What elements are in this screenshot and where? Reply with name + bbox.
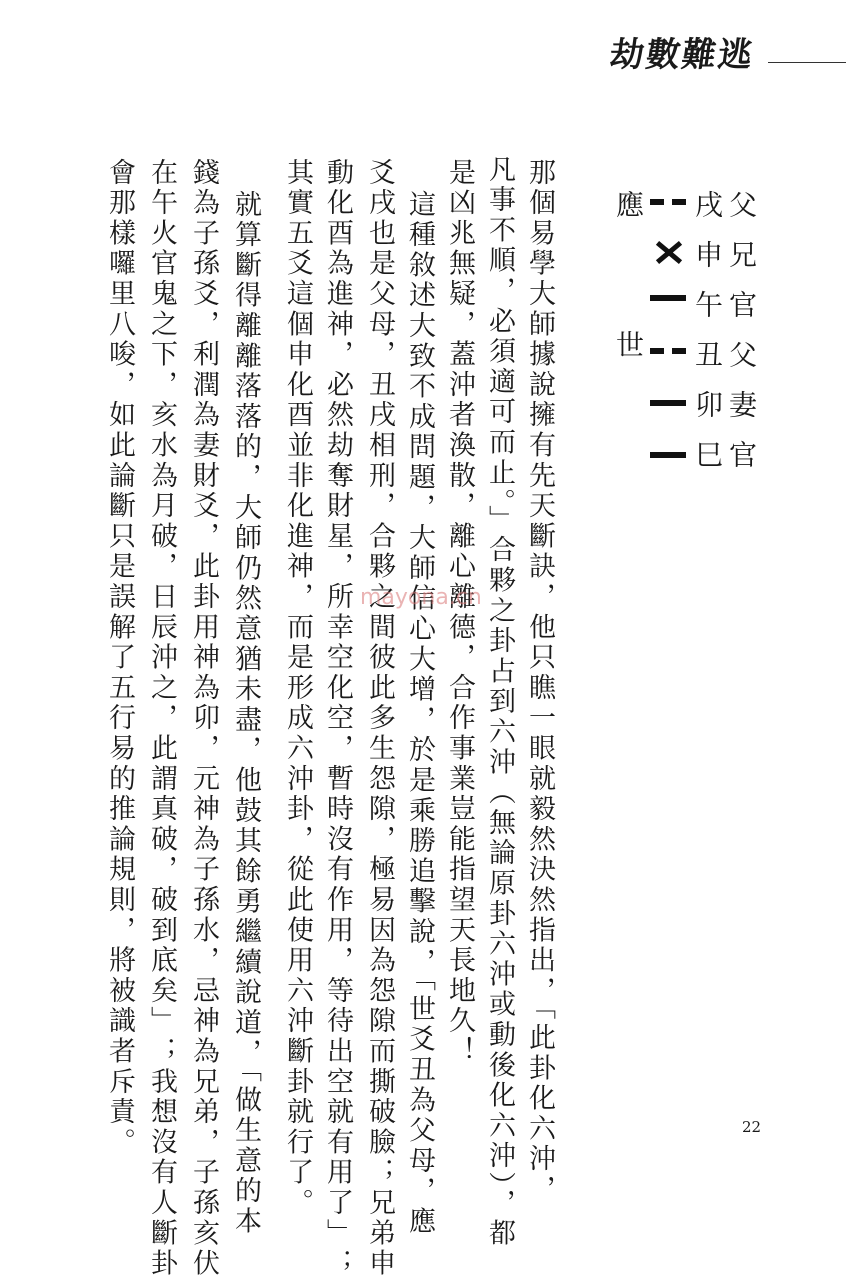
text-column-11: 會那樣囉里八唆，如此論斷只是誤解了五行易的推論規則，將被識者斥責。 [104,158,135,1158]
yao-line-2-moving [650,241,686,265]
text-column-5: 爻戌也是父母，丑戌相刑，合夥之間彼此多生怨隙，極易因為怨隙而撕破臉；兄弟申 [364,158,395,1279]
yao-line-1 [650,199,686,205]
text-column-3: 是凶兆無疑，蓋沖者渙散，離心離德，合作事業豈能指望天長地久！ [444,158,475,1067]
book-title-calligraphy: 劫數難逃 [607,35,757,75]
yao-line-4 [650,348,686,354]
text-column-10: 在午火官鬼之下，亥水為月破，日辰沖之，此謂真破，破到底矣」；我想沒有人斷卦 [146,158,177,1279]
page-number: 22 [742,1118,762,1136]
text-column-6: 動化酉為進神，必然劫奪財星，所幸空化空，暫時沒有作用，等待出空就有用了」； [322,158,353,1279]
watermark: mayona.cn [360,585,482,610]
text-column-8: 就算斷得離離落落的，大師仍然意猶未盡，他鼓其餘勇繼續說道，「做生意的本 [230,190,261,1237]
text-column-9: 錢為子孫爻，利潤為妻財爻，此卦用神為卯，元神為子孫水，忌神為兄弟，子孫亥伏 [188,158,219,1279]
hexagram-relations: 父兄官父妻官 [725,190,758,490]
marker-ying: 應 [612,190,645,240]
text-column-1: 那個易學大師據說擁有先天斷訣，他只瞧一眼就毅然決然指出，「此卦化六沖， [524,158,555,1205]
hexagram-branches: 戌申午丑卯巳 [691,190,724,490]
marker-shi: 世 [612,330,645,380]
hexagram-lines [650,199,686,469]
yao-line-6 [650,452,686,458]
text-column-4: 這種敘述大致不成問題，大師信心大增，於是乘勝追擊說，「世爻丑為父母，應 [404,190,435,1237]
yao-line-3 [650,295,686,301]
text-column-2: 凡事不順，必須適可而止。」合夥之卦占到六沖（無論原卦六沖或動後化六沖），都 [484,155,515,1250]
header-rule [768,62,846,63]
text-column-7: 其實五爻這個申化酉並非化進神，而是形成六沖卦，從此使用六沖斷卦就行了。 [282,158,313,1219]
yao-line-5 [650,400,686,406]
